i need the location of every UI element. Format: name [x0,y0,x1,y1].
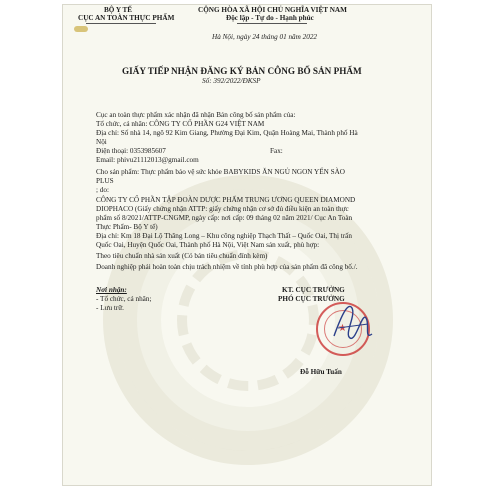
document-title: GIẤY TIẾP NHẬN ĐĂNG KÝ BẢN CÔNG BỐ SẢN PHẨM [122,66,362,76]
signer-title-1: KT. CỤC TRƯỞNG [282,286,345,294]
signature-icon [328,294,378,354]
standard-line: Theo tiêu chuẩn nhà sản xuất (Có bản tiêu chuẩn đính kèm) [96,252,268,260]
organization-line: Tổ chức, cá nhân: CÔNG TY CỔ PHẦN G24 VIỆT NAM [96,120,265,128]
manufacturer-address-2: Quốc Oai, Huyện Quốc Oai, Thành phố Hà Nội, Việt Nam sản xuất, phù hợp: [96,241,320,249]
place-date: Hà Nội, ngày 24 tháng 01 năm 2022 [212,33,318,41]
recipients-title: Nơi nhận: [96,286,127,294]
agency-emblem-icon [74,26,88,32]
manufacturer-address-1: Địa chỉ: Km 18 Đại Lộ Thăng Long – Khu công nghiệp Thạch Thất – Quốc Oai, Thị trấn [96,232,352,240]
email-line: Email: phivu21112013@gmail.com [96,156,199,164]
fax-line: Fax: [270,147,283,155]
intro-text: Cục an toàn thực phẩm xác nhận đã nhận Bản công bố sản phẩm của: [96,111,296,119]
manufacturer-line-4: Thực Phẩm- Bộ Y tế) [96,223,158,231]
responsibility-line: Doanh nghiệp phải hoàn toàn chịu trách nhiệm về tính phù hợp của sản phẩm đã công bố./. [96,263,358,271]
official-seal-icon: ★ [316,302,370,356]
motto-underline [237,23,307,24]
motto: Độc lập - Tự do - Hạnh phúc [226,14,314,22]
ministry-name: BỘ Y TẾ [104,6,133,14]
recipient-1: - Tổ chức, cá nhân; [96,295,152,303]
republic-name: CỘNG HÒA XÃ HỘI CHỦ NGHĨA VIỆT NAM [198,6,347,14]
agency-underline [86,23,156,24]
product-line-1: Cho sản phẩm: Thực phẩm bảo vệ sức khỏe BABYKIDS ĂN NGỦ NGON YẾN SÀO [96,168,345,176]
agency-name: CỤC AN TOÀN THỰC PHẨM [78,14,175,22]
manufacturer-line-2: DIOPHACO (Giấy chứng nhận ATTP: giấy chứng nhận cơ sở đủ điều kiện an toàn thực [96,205,349,213]
signer-title-2: PHÓ CỤC TRƯỞNG [278,295,345,303]
recipient-2: - Lưu trữ. [96,304,124,312]
phone-line: Điện thoại: 0353985607 [96,147,166,155]
manufacturer-line-3: phẩm số 8/2021/ATTP-CNGMP, ngày cấp: nơi cấp: 09 tháng 02 năm 2021/ Cục An Toàn [96,214,353,222]
product-line-2: PLUS [96,177,114,185]
signer-name: Đỗ Hữu Tuấn [300,368,342,376]
manufacturer-line-1: CÔNG TY CỔ PHẦN TẬP ĐOÀN DƯỢC PHẨM TRUNG ƯƠNG QUEEN DIAMOND [96,196,356,204]
address-line-1: Địa chỉ: Số nhà 14, ngõ 92 Kim Giang, Phường Đại Kim, Quận Hoàng Mai, Thành phố Hà [96,129,358,137]
address-line-2: Nội [96,138,107,146]
document-number: Số: 392/2022/ĐKSP [202,77,261,85]
do-label: ; do: [96,186,109,194]
